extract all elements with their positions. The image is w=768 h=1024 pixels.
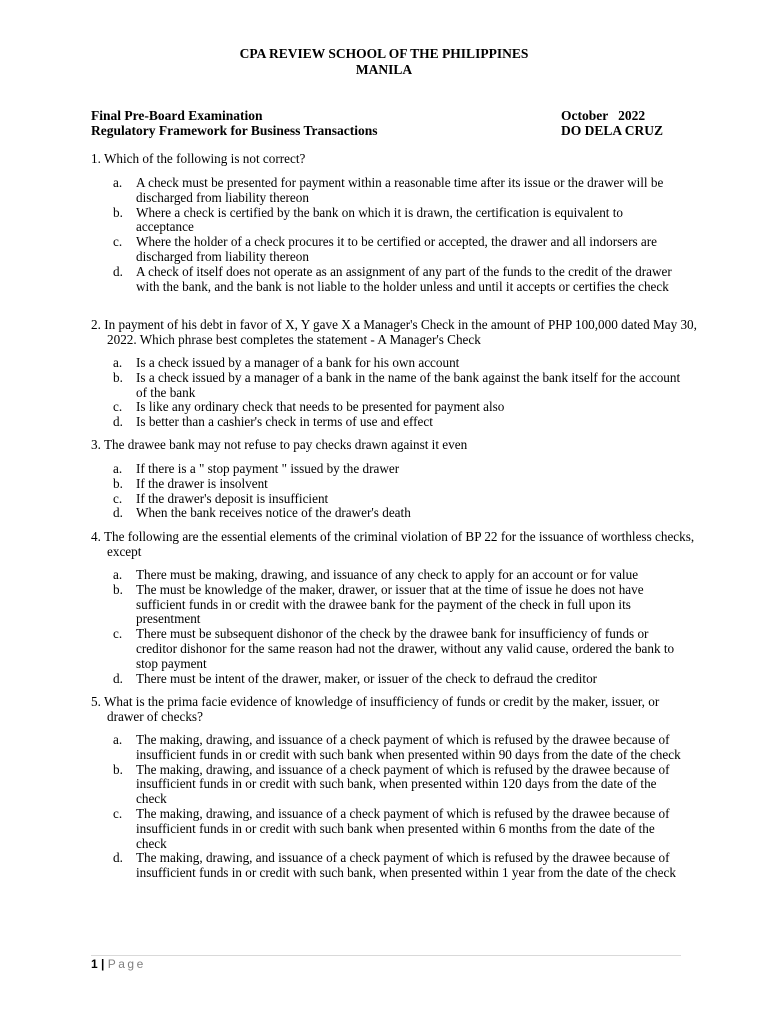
option-letter: d.: [113, 850, 123, 866]
option-letter: a.: [113, 732, 123, 747]
question-2-option-b: [113, 371, 683, 401]
school-city: MANILA: [355, 62, 413, 77]
option-text: Where a check is certified by the bank on which it is drawn, the certification is equivalent to acceptance: [136, 204, 624, 235]
question-5-stem: 5. What is the prima facie evidence of knowledge of insufficiency of funds or credit by the maker, issuer, or drawer of checks?: [91, 694, 660, 724]
question-1-options: [113, 176, 683, 294]
option-letter: c.: [113, 626, 123, 642]
option-text: Where the holder of a check procures it to be certified or accepted, the drawer and all indorsers are discharged from liability thereon: [136, 234, 658, 264]
exam-date: October 2022: [561, 108, 646, 123]
option-text: If there is a " stop payment " issued by the drawer: [136, 461, 400, 476]
option-letter: a.: [113, 355, 123, 370]
question-1-option-c: [113, 235, 683, 265]
question-4-option-b: [113, 583, 683, 627]
option-text: If the drawer is insolvent: [136, 475, 268, 491]
option-letter: b.: [113, 475, 123, 491]
question-1-stem: 1. Which of the following is not correct?: [91, 151, 306, 166]
option-letter: c.: [113, 490, 123, 506]
question-2-options: [113, 356, 683, 430]
question-3-stem: 3. The drawee bank may not refuse to pay checks drawn against it even: [91, 437, 468, 452]
option-letter: d.: [113, 670, 123, 686]
option-text: The making, drawing, and issuance of a check payment of which is refused by the drawee because of insufficient funds in or credit with such bank, when presented within 120 days from the date of the check: [136, 761, 670, 807]
option-text: Is better than a cashier's check in terms of use and effect: [136, 414, 433, 430]
option-text: Is like any ordinary check that needs to be presented for payment also: [136, 399, 505, 415]
exam-title: Final Pre-Board Examination: [91, 108, 263, 123]
question-2-option-d: [113, 415, 683, 430]
page-footer: [91, 957, 146, 971]
school-name: CPA REVIEW SCHOOL OF THE PHILIPPINES: [239, 46, 529, 61]
question-5-option-a: [113, 733, 683, 763]
question-2-option-c: [113, 400, 683, 415]
exam-subject: Regulatory Framework for Business Transactions: [91, 123, 378, 138]
question-2-option-a: [113, 356, 683, 371]
question-2-stem: 2. In payment of his debt in favor of X, Y gave X a Manager's Check in the amount of PHP 100,000 dated May 30, 2022. Which phrase best completes the statement - A Manager's Check: [91, 317, 697, 347]
question-4-option-a: [113, 568, 683, 583]
option-text: A check of itself does not operate as an assignment of any part of the funds to the credit of the drawer with the bank, and the bank is not liable to the holder unless and until it accepts or certifies the check: [136, 263, 672, 294]
option-letter: b.: [113, 204, 123, 220]
question-3-option-b: [113, 477, 683, 492]
question-3-options: [113, 462, 683, 521]
question-4-options: [113, 568, 683, 686]
option-letter: b.: [113, 761, 123, 777]
option-letter: d.: [113, 263, 123, 279]
question-3-option-a: [113, 462, 683, 477]
option-text: A check must be presented for payment within a reasonable time after its issue or the drawer will be discharged from liability thereon: [136, 175, 664, 205]
option-text: Is a check issued by a manager of a bank for his own account: [136, 355, 460, 370]
footer-divider: [91, 955, 681, 956]
option-letter: a.: [113, 567, 123, 582]
page-label: Page: [107, 957, 146, 971]
option-text: The must be knowledge of the maker, drawer, or issuer that at the time of issue he does not have sufficient funds in or credit with the drawee bank for the payment of the check in full upon its presentment: [136, 581, 644, 627]
option-text: There must be making, drawing, and issuance of any check to apply for an account or for value: [136, 567, 639, 582]
question-5-option-b: [113, 763, 683, 807]
question-4-option-c: [113, 627, 683, 671]
option-letter: b.: [113, 369, 123, 385]
option-letter: a.: [113, 461, 123, 476]
page-separator: |: [101, 957, 105, 971]
option-letter: d.: [113, 505, 123, 521]
exam-author: DO DELA CRUZ: [561, 123, 664, 138]
option-text: When the bank receives notice of the drawer's death: [136, 505, 411, 521]
option-letter: c.: [113, 399, 123, 415]
question-1-option-b: [113, 206, 683, 236]
question-3-option-d: [113, 506, 683, 521]
question-1-option-a: [113, 176, 683, 206]
question-4-stem: 4. The following are the essential elements of the criminal violation of BP 22 for the issuance of worthless checks, except: [91, 529, 695, 559]
option-text: If the drawer's deposit is insufficient: [136, 490, 329, 506]
option-letter: c.: [113, 234, 123, 250]
question-4-option-d: [113, 672, 683, 687]
question-5-option-d: [113, 851, 683, 881]
option-text: The making, drawing, and issuance of a check payment of which is refused by the drawee because of insufficient funds in or credit with such bank, when presented within 1 year from the date of the check: [136, 850, 676, 881]
question-5-option-c: [113, 807, 683, 851]
option-text: The making, drawing, and issuance of a check payment of which is refused by the drawee because of insufficient funds in or credit with such bank when presented within 6 months from the date of the check: [136, 805, 670, 851]
page-number: 1: [91, 957, 98, 971]
option-letter: d.: [113, 414, 123, 430]
option-text: There must be subsequent dishonor of the check by the drawee bank for insufficiency of funds or creditor dishonor for the same reason had not the drawer, without any valid cause, ordered the bank to stop payment: [136, 626, 675, 671]
question-5-options: [113, 733, 683, 881]
option-text: The making, drawing, and issuance of a check payment of which is refused by the drawee because of insufficient funds in or credit with such bank when presented within 90 days from the date of the check: [136, 732, 681, 762]
option-text: Is a check issued by a manager of a bank in the name of the bank against the bank itself for the account of the bank: [136, 369, 681, 400]
question-3-option-c: [113, 492, 683, 507]
option-letter: a.: [113, 175, 123, 190]
question-1-option-d: [113, 265, 683, 295]
option-text: There must be intent of the drawer, maker, or issuer of the check to defraud the creditor: [136, 670, 598, 686]
option-letter: b.: [113, 581, 123, 597]
option-letter: c.: [113, 805, 123, 821]
